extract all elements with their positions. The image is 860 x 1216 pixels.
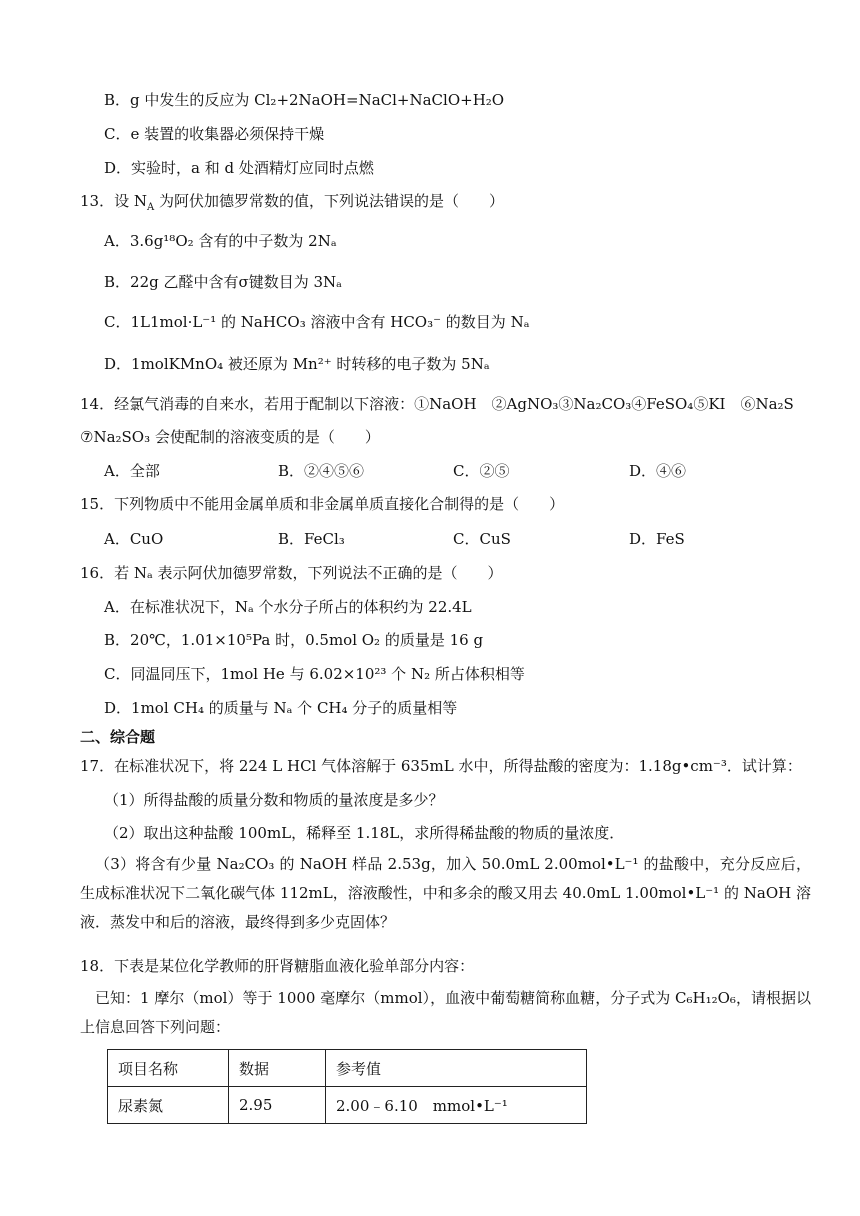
lab-result-table — [107, 1049, 587, 1124]
table-cell: 2.00﹣6.10 mmol•L⁻¹ — [326, 1087, 587, 1124]
q12-option-d: D．实验时，a 和 d 处酒精灯应同时点燃 — [104, 159, 374, 177]
q17-sub3: （3）将含有少量 Na₂CO₃ 的 NaOH 样品 2.53g，加入 50.0mL 2.00mol•L⁻¹ 的盐酸中，充分反应后，生成标准状况下二氧化碳气体 112mL，溶液酸性，中和多余的酸又用去 40.0mL 1.00mol•L⁻¹ 的 NaOH 溶液．蒸发中和后的溶液，最终得到多少克固体？ — [80, 855, 811, 931]
q13-stem — [80, 191, 504, 218]
q15-option-d: D．FeS — [629, 530, 685, 548]
q12-option-b: B．g 中发生的反应为 Cl₂+2NaOH=NaCl+NaClO+H₂O — [104, 91, 505, 109]
q13-stem-text: 13．设 N — [80, 192, 147, 210]
q13-option-d: D．1molKMnO₄ 被还原为 Mn²⁺ 时转移的电子数为 5Nₐ — [104, 355, 490, 373]
q17-stem: 17．在标准状况下，将 224 L HCl 气体溶解于 635mL 水中，所得盐酸的密度为：1.18g•cm⁻³．试计算： — [80, 757, 802, 775]
q13-option-b: B．22g 乙醛中含有σ键数目为 3Nₐ — [104, 273, 342, 291]
q18-known: 已知：1 摩尔（mol）等于 1000 毫摩尔（mmol），血液中葡萄糖简称血糖，分子式为 C₆H₁₂O₆，请根据以上信息回答下列问题： — [80, 989, 811, 1036]
q13-option-c: C．1L1mol·L⁻¹ 的 NaHCO₃ 溶液中含有 HCO₃⁻ 的数目为 Nₐ — [104, 313, 530, 331]
q16-stem: 16．若 Nₐ 表示阿伏加德罗常数，下列说法不正确的是（ ） — [80, 564, 503, 582]
q14-stem-line2: ⑦Na₂SO₃ 会使配制的溶液变质的是（ ） — [80, 428, 380, 446]
q13-stem-rest: 为阿伏加德罗常数的值，下列说法错误的是（ ） — [154, 192, 504, 210]
q17-sub1: （1）所得盐酸的质量分数和物质的量浓度是多少？ — [104, 791, 444, 809]
q16-option-a: A．在标准状况下，Nₐ 个水分子所占的体积约为 22.4L — [104, 598, 472, 616]
q15-stem: 15．下列物质中不能用金属单质和非金属单质直接化合制得的是（ ） — [80, 495, 565, 513]
table-header-cell: 参考值 — [326, 1050, 587, 1087]
q15-option-a: A．CuO — [104, 530, 164, 548]
q14-option-b: B．②④⑤⑥ — [278, 462, 365, 480]
table-header-cell: 数据 — [229, 1050, 326, 1087]
q15-option-b: B．FeCl₃ — [278, 530, 345, 548]
q17-sub2: （2）取出这种盐酸 100mL，稀释至 1.18L，求所得稀盐酸的物质的量浓度． — [104, 824, 625, 842]
table-cell: 尿素氮 — [108, 1087, 229, 1124]
q13-option-a: A．3.6g¹⁸O₂ 含有的中子数为 2Nₐ — [104, 232, 337, 250]
q16-option-c: C．同温同压下，1mol He 与 6.02×10²³ 个 N₂ 所占体积相等 — [104, 665, 525, 683]
table-header-cell: 项目名称 — [108, 1050, 229, 1087]
table-cell: 2.95 — [229, 1087, 326, 1124]
section-heading: 二、综合题 — [80, 728, 156, 746]
q16-option-b: B．20℃，1.01×10⁵Pa 时，0.5mol O₂ 的质量是 16 g — [104, 631, 484, 649]
q13-stem-sub: A — [146, 202, 155, 213]
q14-option-d: D．④⑥ — [629, 462, 687, 480]
q14-stem-line1: 14．经氯气消毒的自来水，若用于配制以下溶液：①NaOH ②AgNO₃③Na₂CO₃④FeSO₄⑤KI ⑥Na₂S — [80, 395, 794, 413]
q14-option-a: A．全部 — [104, 462, 160, 480]
q16-option-d: D．1mol CH₄ 的质量与 Nₐ 个 CH₄ 分子的质量相等 — [104, 699, 458, 717]
q15-option-c: C．CuS — [453, 530, 511, 548]
q18-stem: 18．下表是某位化学教师的肝肾糖脂血液化验单部分内容： — [80, 957, 475, 975]
table-row — [108, 1087, 587, 1124]
q12-option-c: C．e 装置的收集器必须保持干燥 — [104, 125, 325, 143]
table-header-row — [108, 1050, 587, 1087]
q14-option-c: C．②⑤ — [453, 462, 510, 480]
